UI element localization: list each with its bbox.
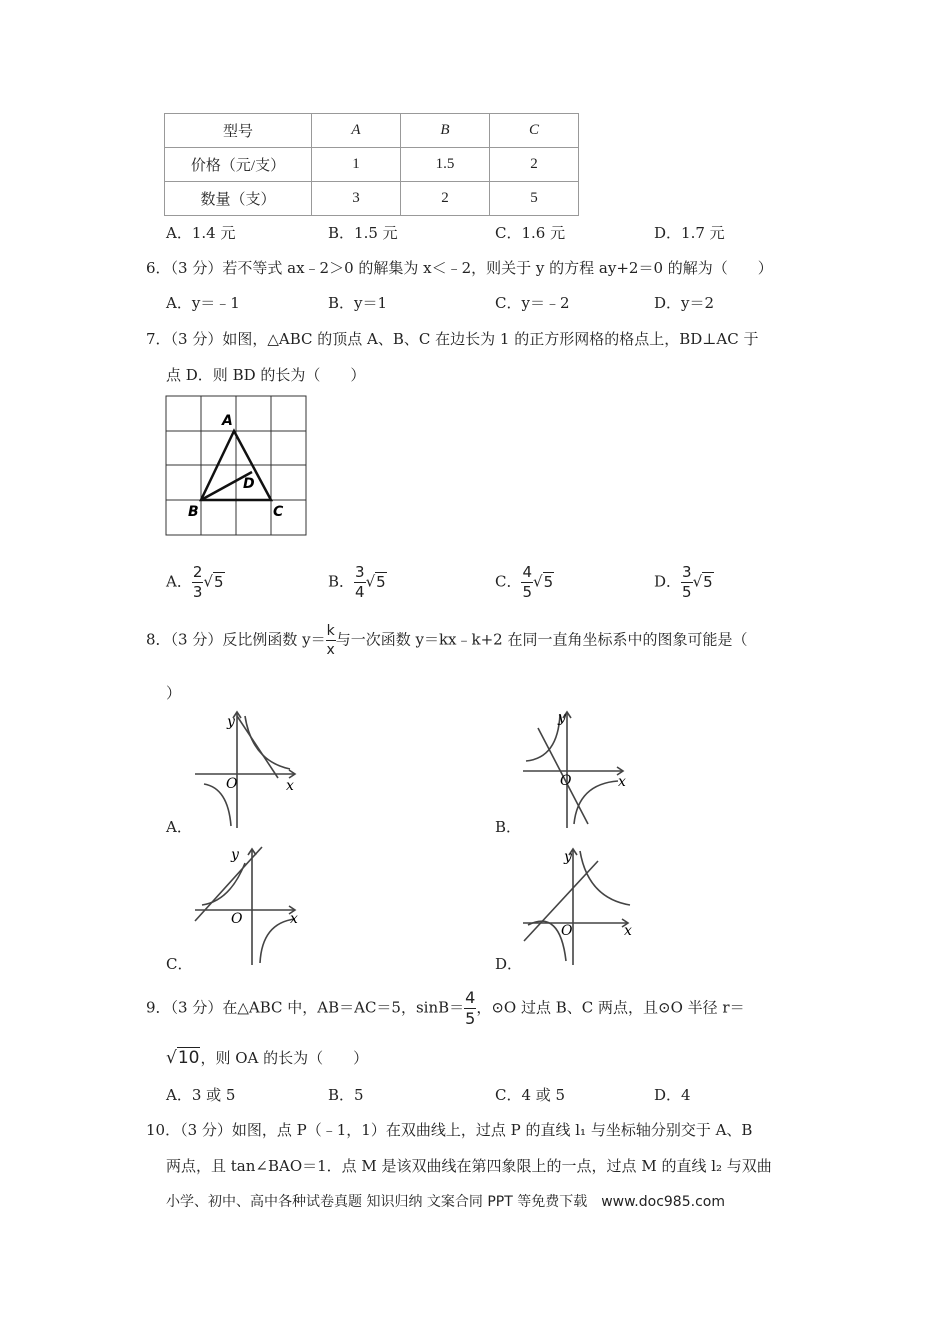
q7-grid-figure: [160, 392, 310, 538]
q9-option-a: A．3 或 5: [166, 1086, 236, 1104]
label-d: D: [243, 476, 255, 492]
table-row: [165, 114, 579, 148]
q8-graph-d: [518, 843, 638, 968]
svg-text:x: x: [624, 923, 632, 939]
q8-question-line2: ）: [166, 684, 182, 702]
table-cell: 3: [312, 182, 401, 216]
q6-option-b: B．y＝1: [328, 294, 388, 312]
q5-option-b: B．1.5 元: [328, 224, 398, 242]
label-b: B: [188, 504, 199, 520]
svg-text:y: y: [231, 847, 239, 863]
table-cell: 2: [401, 182, 490, 216]
svg-text:y: y: [564, 849, 572, 865]
svg-text:y: y: [227, 714, 235, 730]
svg-text:O: O: [561, 923, 573, 939]
q5-option-d: D．1.7 元: [654, 224, 725, 242]
svg-text:x: x: [290, 911, 298, 927]
table-row: [165, 182, 579, 216]
table-header-cell: A: [312, 114, 401, 148]
q8-option-d: D．: [495, 955, 523, 973]
svg-text:y: y: [558, 710, 566, 726]
q8-graph-b: [518, 706, 633, 831]
table-header-cell: B: [401, 114, 490, 148]
table-header-cell: 型号: [165, 114, 312, 148]
table-header-cell: C: [490, 114, 579, 148]
q7-option-c: C． $\frac{4}{5}$ √5: [495, 563, 554, 601]
q5-option-c: C．1.6 元: [495, 224, 566, 242]
table-cell: 价格（元/支）: [165, 148, 312, 182]
q9-option-b: B．5: [328, 1086, 364, 1104]
svg-text:x: x: [286, 778, 294, 794]
q7-option-b: B． $\frac{3}{4}$ √5: [328, 563, 386, 601]
table-cell: 2: [490, 148, 579, 182]
q7-option-a: A． $\frac{2}{3}$ √5: [166, 563, 224, 601]
price-table: [164, 113, 579, 216]
table-cell: 5: [490, 182, 579, 216]
svg-text:x: x: [618, 774, 626, 790]
q8-graph-c: [190, 843, 305, 968]
q6-option-d: D．y＝2: [654, 294, 715, 312]
q6-option-c: C．y＝﹣2: [495, 294, 570, 312]
q9-option-c: C．4 或 5: [495, 1086, 566, 1104]
q10-question-line1: 10．（3 分）如图，点 P（﹣1，1）在双曲线上，过点 P 的直线 l₁ 与坐标轴分别交于 A、B: [146, 1121, 753, 1139]
table-cell: 1.5: [401, 148, 490, 182]
svg-text:O: O: [231, 911, 243, 927]
q8-option-b: B．: [495, 818, 522, 836]
q7-question-line2: 点 D．则 BD 的长为（ ）: [166, 366, 366, 384]
q9-question-line1: 9．（3 分）在△ABC 中，AB＝AC＝5，sinB＝ $\frac{4}{5}$ ，⊙O 过点 B、C 两点，且⊙O 半径 r＝: [146, 988, 745, 1028]
svg-text:O: O: [226, 776, 238, 792]
table-cell: 1: [312, 148, 401, 182]
q10-question-line2: 两点，且 tan∠BAO＝1．点 M 是该双曲线在第四象限上的一点，过点 M 的直线 l₂ 与双曲: [166, 1157, 772, 1175]
q9-option-d: D．4: [654, 1086, 691, 1104]
svg-text:O: O: [560, 773, 572, 789]
q6-question-text: 6．（3 分）若不等式 ax﹣2＞0 的解集为 x＜﹣2，则关于 y 的方程 ay+2＝0 的解为（ ）: [146, 259, 773, 277]
q8-graph-a: [190, 706, 305, 831]
q9-question-line2: √10，则 OA 的长为（ ）: [166, 1048, 369, 1068]
table-row: [165, 148, 579, 182]
page-footer: 小学、初中、高中各种试卷真题 知识归纳 文案合同 PPT 等免费下载 www.doc985.com: [166, 1194, 725, 1210]
q6-option-a: A．y＝﹣1: [166, 294, 240, 312]
table-cell: 数量（支）: [165, 182, 312, 216]
q8-question-line1: 8．（3 分）反比例函数 y＝ $\frac{k}{x}$ 与一次函数 y＝kx﹣k+2 在同一直角坐标系中的图象可能是（: [146, 623, 748, 658]
q7-option-d: D． $\frac{3}{5}$ √5: [654, 563, 713, 601]
grid-lines: [166, 396, 306, 535]
q5-option-a: A．1.4 元: [166, 224, 236, 242]
q8-option-c: C．: [166, 955, 193, 973]
q8-option-a: A．: [166, 818, 192, 836]
label-a: A: [222, 413, 233, 429]
label-c: C: [273, 504, 284, 520]
q7-question-line1: 7．（3 分）如图，△ABC 的顶点 A、B、C 在边长为 1 的正方形网格的格点上，BD⊥AC 于: [146, 330, 759, 348]
